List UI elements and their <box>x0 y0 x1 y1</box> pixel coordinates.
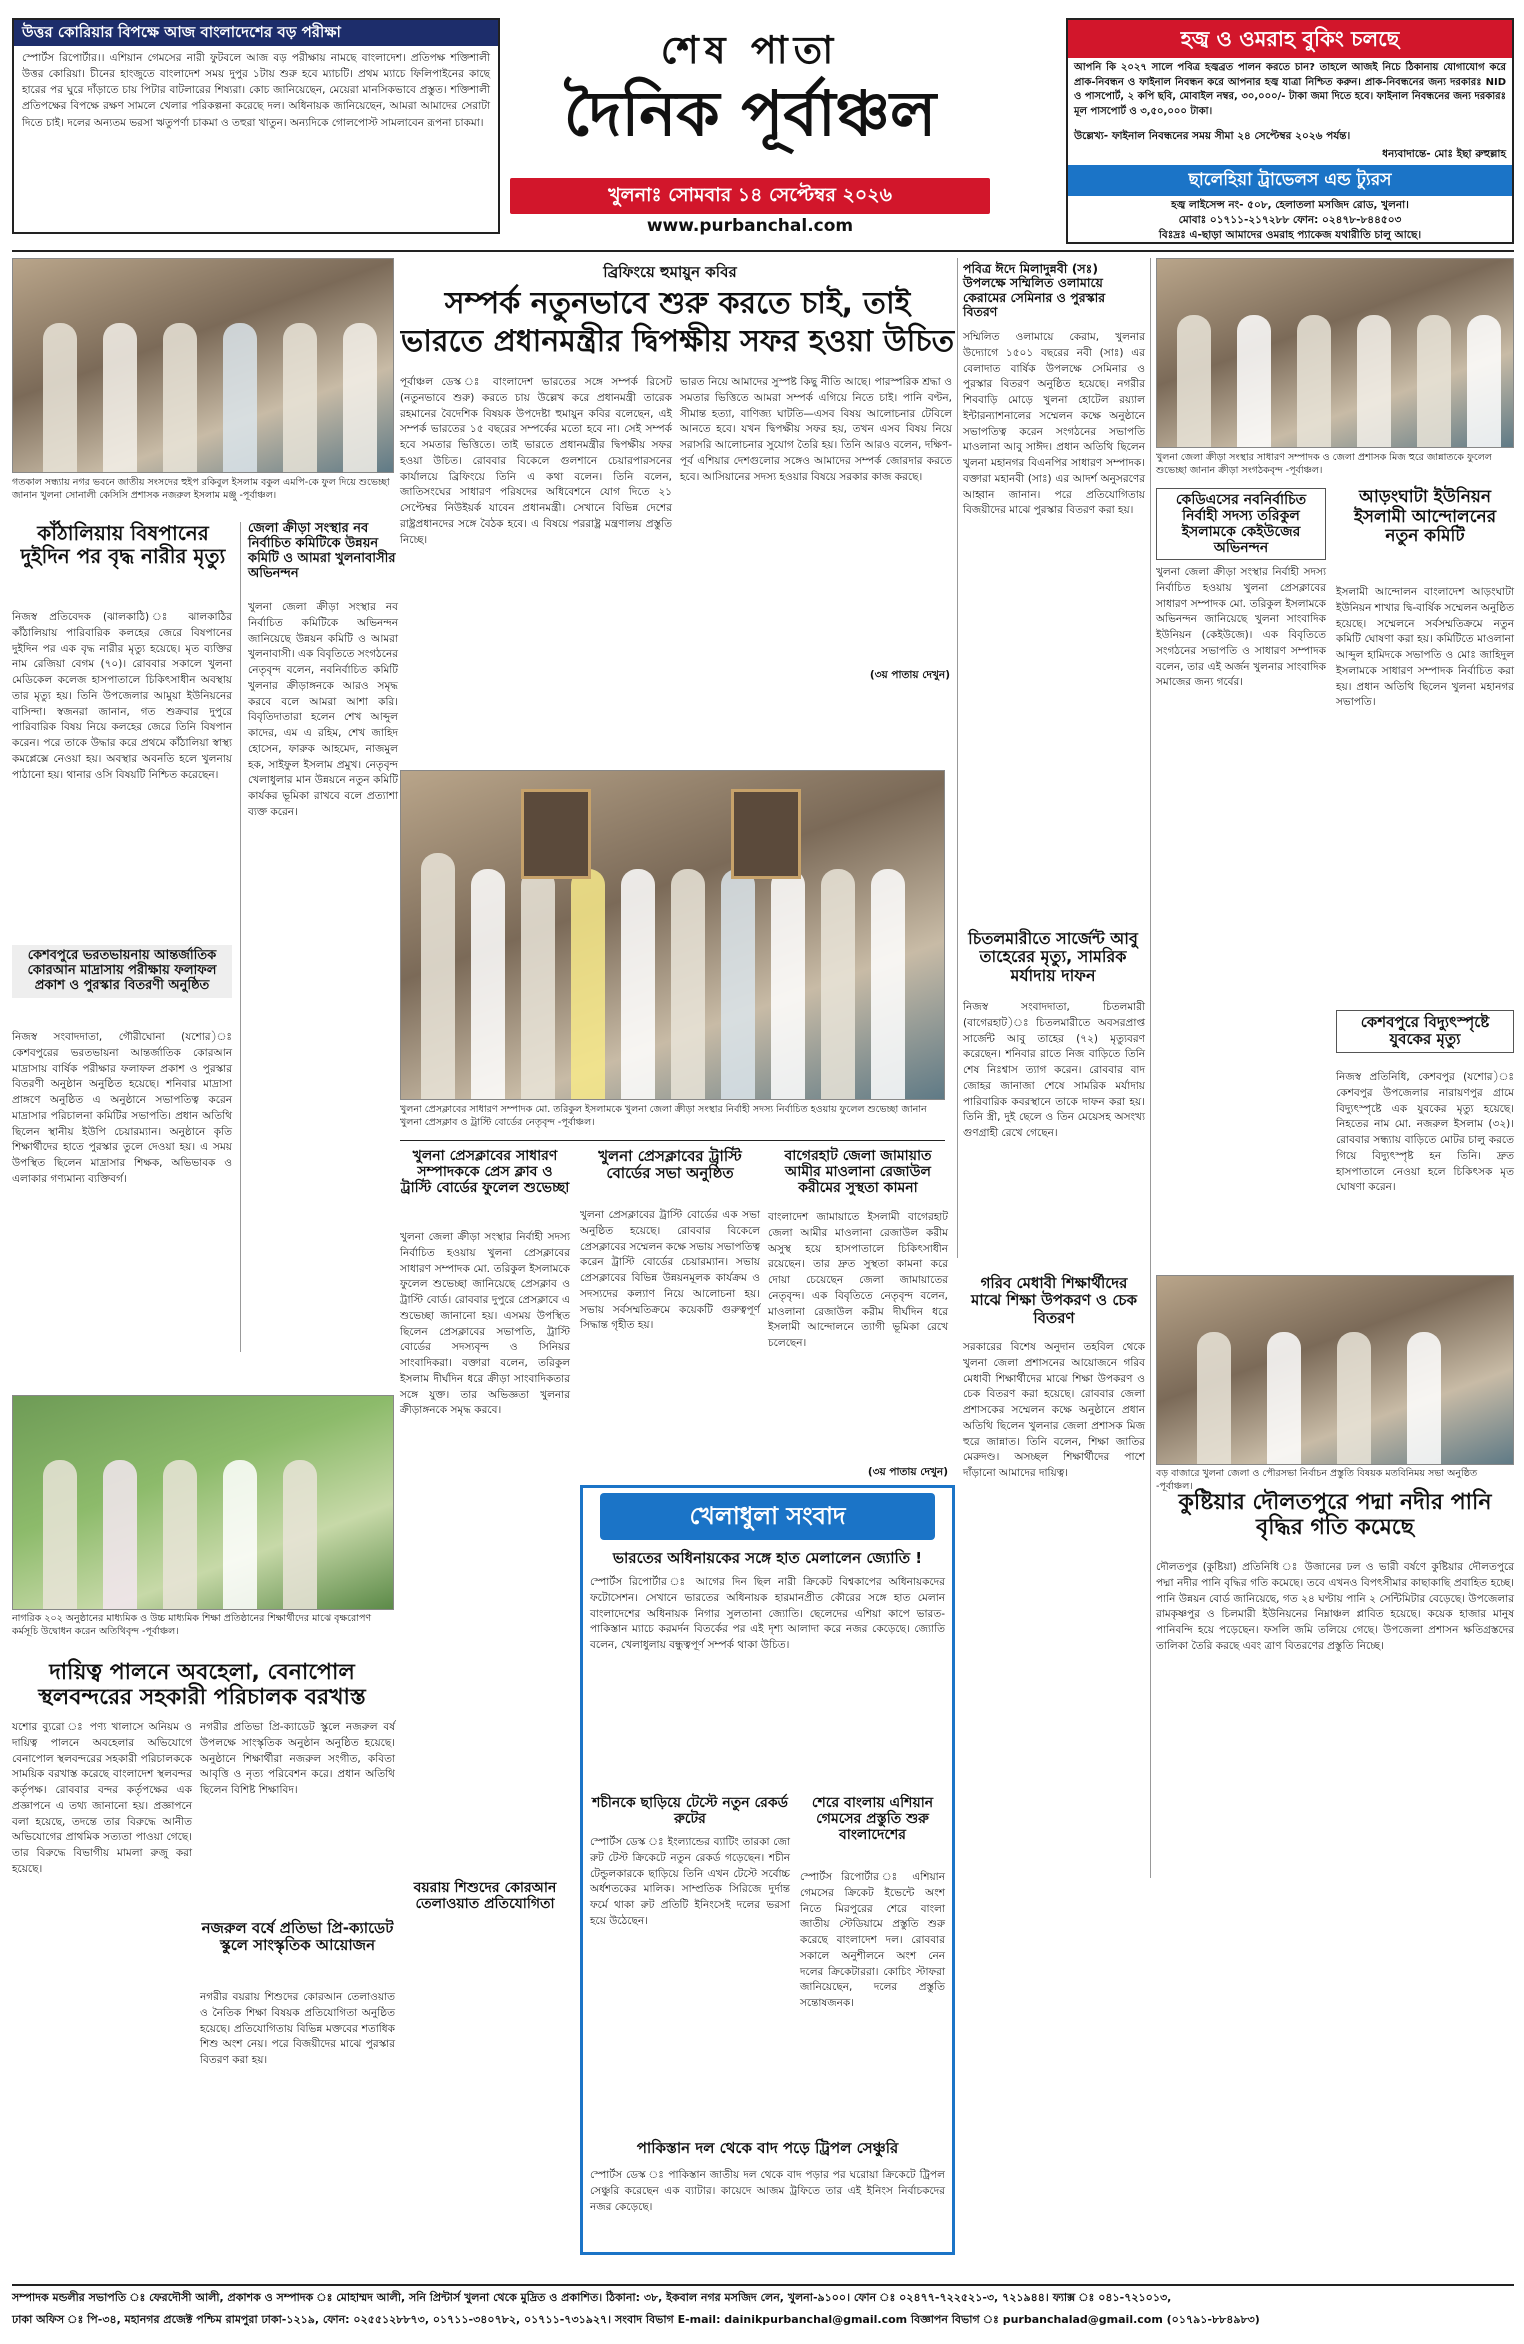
center-photo-caption: খুলনা প্রেসক্লাবের সাধারণ সম্পাদক মো. তরিকুল ইসলামকে খুলনা জেলা ক্রীড়া সংস্থার নির্বাহী সদস্য নির্বাচিত হওয়ায় ফুলেল শুভেচ্ছা জানান খুলনা প্রেসক্লাব ও ট্রাস্টি বোর্ডের নেতৃবৃন্দ -পূর্বাঞ্চল। <box>400 1104 927 1128</box>
sports-story3-body: স্পোর্টস রিপোর্টার ঃ এশিয়ান গেমসের ক্রিকেট ইভেন্টে অংশ নিতে মিরপুরের শেরে বাংলা জাতীয় স্টেডিয়ামে প্রস্তুতি শুরু করেছে বাংলাদেশ দল। রোববার সকালে অনুশীলনে অংশ নেন দলের ক্রিকেটাররা। কোচিং স্টাফরা জানিয়েছেন, দলের প্রস্তুতি সন্তোষজনক। <box>800 1871 945 2009</box>
col2-bottom-story2-headline: বয়রায় শিশুদের কোরআন তেলাওয়াত প্রতিযোগিতা <box>413 1880 557 1913</box>
far-right-story3-headline: কেশবপুরে বিদ্যুৎস্পৃষ্টে যুবকের মৃত্যু <box>1336 1010 1514 1053</box>
sports-story1-body: স্পোর্টস রিপোর্টার ঃ আগের দিন ছিল নারী ক্রিকেট বিশ্বকাপের অধিনায়কদের ফটোসেশন। সেখানে ভারতের অধিনায়ক হারমানপ্রীত কৌরের সঙ্গে হাত মেলান বাংলাদেশের অধিনায়ক নিগার সুলতানা জ্যোতি। ছেলেদের এশিয়া কাপে ভারত-পাকিস্তান ম্যাচে করমর্দন বিতর্কের পর এই দৃশ্য আলাদা করে নজর কেড়েছে। জ্যোতি বলেন, খেলাধুলায় বন্ধুত্বপূর্ণ সম্পর্ক থাকা উচিত। <box>590 1576 945 1651</box>
col2-story-body: খুলনা জেলা ক্রীড়া সংস্থার নব নির্বাচিত কমিটিকে অভিনন্দন জানিয়েছে উন্নয়ন কমিটি ও আমরা খুলনাবাসী। এক বিবৃতিতে সংগঠনের নেতৃবৃন্দ বলেন, নবনির্বাচিত কমিটি খুলনার ক্রীড়াঙ্গনকে আরও সমৃদ্ধ করবে বলে আমরা আশা করি। বিবৃতিদাতারা হলেন শেখ আব্দুল কাদের, এম এ রহিম, শেখ জাহিদ হোসেন, ফারুক আহমেদ, নাজমুল হক, সাইফুল ইসলাম প্রমুখ। নেতৃবৃন্দ খেলাধুলার মান উন্নয়নে নতুন কমিটি কার্যকর ভূমিকা রাখবে বলে প্রত্যাশা ব্যক্ত করেন। <box>248 601 398 818</box>
far-right-story2-body: ইসলামী আন্দোলন বাংলাদেশ আড়ংঘাটা ইউনিয়ন শাখার দ্বি-বার্ষিক সম্মেলন অনুষ্ঠিত হয়েছে। সম্মেলনে সর্বসম্মতিক্রমে নতুন কমিটি ঘোষণা করা হয়। কমিটিতে মাওলানা আব্দুল হামিদকে সভাপতি ও মোঃ জাহিদুল ইসলামকে সাধারণ সম্পাদক নির্বাচিত করা হয়। প্রধান অতিথি ছিলেন খুলনা মহানগর সভাপতি। <box>1336 586 1514 709</box>
sports-story1-headline: ভারতের অধিনায়কের সঙ্গে হাত মেলালেন জ্যোতি ! <box>612 1549 923 1567</box>
date-line: খুলনাঃ সোমবার ১৪ সেপ্টেম্বর ২০২৬ <box>510 178 990 214</box>
hajj-ad-agency: ছালেহিয়া ট্রাভেলস এন্ড ট্যুরস <box>1068 165 1512 196</box>
mid-right-story2-body: সরকারের বিশেষ অনুদান তহবিল থেকে খুলনা জেলা প্রশাসনের আয়োজনে গরিব মেধাবী শিক্ষার্থীদের মাঝে শিক্ষা উপকরণ ও চেক বিতরণ করা হয়েছে। রোববার জেলা প্রশাসকের সম্মেলন কক্ষে অনুষ্ঠানে প্রধান অতিথি ছিলেন খুলনার জেলা প্রশাসক মিজ হুরে জান্নাত। তিনি বলেন, শিক্ষা জাতির মেরুদণ্ড। অসচ্ছল শিক্ষার্থীদের পাশে দাঁড়ানো আমাদের দায়িত্ব। <box>963 1341 1145 1479</box>
col-divider-2 <box>957 258 958 1258</box>
col-divider-1 <box>240 522 241 1352</box>
hajj-ad-deadline: উল্লেখ্য- ফাইনাল নিবন্ধনের সময় সীমা ২৪ সেপ্টেম্বর ২০২৬ পর্যন্ত। <box>1074 130 1351 143</box>
mid-right-story1-body: নিজস্ব সংবাদদাতা, চিতলমারী (বাগেরহাট)ঃ চিতলমারীতে অবসরপ্রাপ্ত সার্জেন্ট আবু তাহের (৭২) মৃত্যুবরণ করেছেন। শনিবার রাতে নিজ বাড়িতে তিনি শেষ নিঃশ্বাস ত্যাগ করেন। রোববার বাদ জোহর জানাজা শেষে সামরিক মর্যাদায় পারিবারিক কবরস্থানে তাকে দাফন করা হয়। তিনি স্ত্রী, দুই ছেলে ও তিন মেয়েসহ অসংখ্য গুণগ্রাহী রেখে গেছেন। <box>963 1001 1145 1139</box>
bottom-left-photo-caption: নাগরিক ২০২ অনুষ্ঠানের মাধ্যমিক ও উচ্চ মাধ্যমিক শিক্ষা প্রতিষ্ঠানের শিক্ষার্থীদের মাঝে বৃক্ষরোপণ কর্মসূচি উদ্বোধন করেন অতিথিবৃন্দ -পূর্বাঞ্চল। <box>12 1613 372 1637</box>
sports-story2-headline: শচীনকে ছাড়িয়ে টেস্টে নতুন রেকর্ড রুটের <box>592 1795 788 1828</box>
sports-story4-headline: পাকিস্তান দল থেকে বাদ পড়ে ট্রিপল সেঞ্চুরি <box>636 2139 899 2157</box>
right-top-story-headline: পবিত্র ঈদে মিলাদুন্নবী (সঃ) উপলক্ষে সম্মিলিত ওলামায়ে কেরামের সেমিনার ও পুরস্কার বিতরণ <box>963 261 1106 320</box>
hajj-ad-phone: মোবাঃ ০১৭১১-২১৭২৮৮ ফোন: ০২৪৭৮-৮৪৪৫০৩ <box>1178 213 1402 226</box>
far-right-story3-body: নিজস্ব প্রতিনিধি, কেশবপুর (যশোর)ঃ কেশবপুর উপজেলার নারায়ণপুর গ্রামে বিদ্যুৎস্পৃষ্টে এক যুবকের মৃত্যু হয়েছে। নিহতের নাম মো. নজরুল ইসলাম (৩২)। রোববার সন্ধ্যায় বাড়িতে মোটর চালু করতে গিয়ে বিদ্যুৎস্পৃষ্ট হন তিনি। দ্রুত হাসপাতালে নেওয়া হলে চিকিৎসক মৃত ঘোষণা করেন। <box>1336 1071 1514 1194</box>
website: www.purbanchal.com <box>646 216 854 236</box>
sports-banner: খেলাধুলা সংবাদ <box>600 1493 935 1540</box>
bottom-right-body: দৌলতপুর (কুষ্টিয়া) প্রতিনিধি ঃ উজানের ঢল ও ভারী বর্ষণে কুষ্টিয়ার দৌলতপুরে পদ্মা নদীর পানি বৃদ্ধির গতি কমেছে। তবে এখনও বিপৎসীমার কাছাকাছি প্রবাহিত হচ্ছে। পানি উন্নয়ন বোর্ড জানিয়েছে, গত ২৪ ঘণ্টায় পানি ২ সেন্টিমিটার বেড়েছে। উপজেলার রামকৃষ্ণপুর ও চিলমারী ইউনিয়নের নিম্নাঞ্চল প্লাবিত হয়েছে। কয়েক হাজার মানুষ পানিবন্দি হয়ে পড়েছেন। ফসলি জমি তলিয়ে গেছে। উপজেলা প্রশাসন ক্ষতিগ্রস্তদের তালিকা তৈরি করছে এবং ত্রাণ বিতরণের প্রস্তুতি নিচ্ছে। <box>1156 1561 1514 1652</box>
left-story2-body: নিজস্ব সংবাদদাতা, গৌরীঘোনা (যশোর)ঃ কেশবপুরের ভরতভায়না আন্তর্জাতিক কোরআন মাদ্রাসায় বার্ষিক পরীক্ষার ফলাফল প্রকাশ ও পুরস্কার বিতরণী অনুষ্ঠান অনুষ্ঠিত হয়েছে। শনিবার মাদ্রাসা প্রাঙ্গণে অনুষ্ঠিত এ অনুষ্ঠানে সভাপতিত্ব করেন মাদ্রাসার পরিচালনা কমিটির সভাপতি। প্রধান অতিথি ছিলেন স্থানীয় ইউপি চেয়ারম্যান। অনুষ্ঠানে কৃতি শিক্ষার্থীদের হাতে পুরস্কার তুলে দেওয়া হয়। এ সময় উপস্থিত ছিলেন মাদ্রাসার শিক্ষক, অভিভাবক ও এলাকার গণ্যমান্য ব্যক্তিবর্গ। <box>12 1031 232 1185</box>
hajj-ad-note: বিঃদ্রঃ এ-ছাড়া আমাদের ওমরাহ প্যাকেজ যথারীতি চালু আছে। <box>1158 228 1422 241</box>
far-right-story2-headline: আড়ংঘাটা ইউনিয়ন ইসলামী আন্দোলনের নতুন কমিটি <box>1353 487 1497 547</box>
footer-line-1: সম্পাদক মন্ডলীর সভাপতি ঃ ফেরদৌসী আলী, প্রকাশক ও সম্পাদক ঃ মোহাম্মদ আলী, সনি প্রিন্টার্স খুলনা থেকে মুদ্রিত ও প্রকাশিত। ঠিকানা: ৩৮, ইকবাল নগর মসজিদ লেন, খুলনা-৯১০০। ফোন ঃ ০২৪৭৭-৭২২৫২১-৩, ৭২১৯৪৪। ফ্যাক্স ঃ ০৪১-৭২১০১৩, <box>12 2291 1172 2304</box>
left-top-headline: উত্তর কোরিয়ার বিপক্ষে আজ বাংলাদেশের বড় পরীক্ষা <box>14 20 498 46</box>
far-right-photo-caption: খুলনা জেলা ক্রীড়া সংস্থার সাধারণ সম্পাদক ও জেলা প্রশাসক মিজ হুরে জান্নাতকে ফুলেল শুভেচ্ছা জানান ক্রীড়া সংগঠকবৃন্দ -পূর্বাঞ্চল। <box>1156 452 1492 476</box>
center-story3-headline: বাগেরহাট জেলা জামায়াত আমীর মাওলানা রেজাউল করীমের সুস্থতা কামনা <box>784 1148 932 1197</box>
sports-story2-body: স্পোর্টস ডেস্ক ঃ ইংল্যান্ডের ব্যাটিং তারকা জো রুট টেস্ট ক্রিকেটে নতুন রেকর্ড গড়েছেন। শচীন টেন্ডুলকারকে ছাড়িয়ে তিনি এখন টেস্টে সর্বোচ্চ অর্ধশতকের মালিক। সাম্প্রতিক সিরিজে দুর্দান্ত ফর্মে থাকা রুট প্রতিটি ইনিংসেই দলের ভরসা হয়ে উঠেছেন। <box>590 1836 790 1927</box>
footer-line-2: ঢাকা অফিস ঃ পি-৩৪, মহানগর প্রজেক্ট পশ্চিম রামপুরা ঢাকা-১২১৯, ফোন: ০২৫৫১২৮৮৭৩, ০১৭১১-৩৪০৭৮২, ০১৭১১-৭৩১৯২৭। সংবাদ বিভাগ E-mail: dainikpurbanchal@gmail.com বিজ্ঞাপন বিভাগ ঃ purbanchalad@gmail.com (০১৭৯১-৮৮৪৯৮৩) <box>12 2313 1260 2326</box>
center-continued: (৩য় পাতায় দেখুন) <box>867 1466 948 1478</box>
left-top-box <box>12 18 500 234</box>
far-right-story1-body: খুলনা জেলা ক্রীড়া সংস্থার নির্বাহী সদস্য নির্বাচিত হওয়ায় খুলনা প্রেসক্লাবের সাধারণ সম্পাদক মো. তরিকুল ইসলামকে অভিনন্দন জানিয়েছে খুলনা সাংবাদিক ইউনিয়ন (কেইউজে)। এক বিবৃতিতে সংগঠনের সভাপতি ও সাধারণ সম্পাদক বলেন, তার এই অর্জন খুলনার সাংবাদিক সমাজের জন্য গর্বের। <box>1156 566 1326 689</box>
center-story1-body: খুলনা জেলা ক্রীড়া সংস্থার নির্বাহী সদস্য নির্বাচিত হওয়ায় খুলনা প্রেসক্লাবের সাধারণ সম্পাদক মো. তরিকুল ইসলামকে ফুলেল শুভেচ্ছা জানিয়েছে প্রেসক্লাব ও ট্রাস্টি বোর্ড। রোববার দুপুরে প্রেসক্লাবে এ শুভেচ্ছা জানানো হয়। এসময় উপস্থিত ছিলেন প্রেসক্লাবের সভাপতি, ট্রাস্টি বোর্ডের সদস্যবৃন্দ ও সিনিয়র সাংবাদিকরা। বক্তারা বলেন, তরিকুল ইসলাম দীর্ঘদিন ধরে ক্রীড়া সাংবাদিকতার সঙ্গে যুক্ত। তার অভিজ্ঞতা খুলনার ক্রীড়াঙ্গনকে সমৃদ্ধ করবে। <box>400 1231 570 1417</box>
top-page-label: শেষ পাতা <box>660 27 840 72</box>
left-story2-headline: কেশবপুরে ভরতভায়নায় আন্তর্জাতিক কোরআন মাদ্রাসায় পরীক্ষায় ফলাফল প্রকাশ ও পুরস্কার বিতরণী অনুষ্ঠিত <box>12 945 232 998</box>
col2-story-headline: জেলা ক্রীড়া সংস্থার নব নির্বাচিত কমিটিকে উন্নয়ন কমিটি ও আমরা খুলনাবাসীর অভিনন্দন <box>248 521 396 581</box>
hajj-ad-body: আপনি কি ২০২৭ সালে পবিত্র হজ্বব্রত পালন করতে চান? তাহলে আজই নিচে ঠিকানায় যোগাযোগ করে প্রাক-নিবন্ধন ও ফাইনাল নিবন্ধন করে আপনার হজ্ব যাত্রা নিশ্চিত করুন। প্রাক-নিবন্ধনের জন্য দরকারঃ NID ও পাসপোর্ট, ২ কপি ছবি, মোবাইল নম্বর, ৩০,০০০/- টাকা জমা দিতে হবে। ফাইনাল নিবন্ধনের জন্য দরকারঃ মূল পাসপোর্ট ও ৩,৫০,০০০ টাকা। <box>1074 62 1506 117</box>
center-group-photo <box>400 770 945 1100</box>
hajj-ad-thanks: ধন্যবাদান্তে- মোঃ ইছা রুহুল্লাহ <box>1382 147 1506 160</box>
hajj-ad-headline: হজ্ব ও ওমরাহ বুকিং চলছে <box>1068 20 1512 58</box>
right-top-story-body: সম্মিলিত ওলামায়ে কেরাম, খুলনার উদ্যোগে ১৫০১ বছরের নবী (সাঃ) এর বেলাদাত বার্ষিক উপলক্ষে সেমিনার ও পুরস্কার বিতরণ অনুষ্ঠিত হয়েছে। নগরীর শিববাড়ি মোড়ে খুলনা হোটেল রয়্যাল ইন্টারন্যাশনালের সম্মেলন কক্ষে অনুষ্ঠানে সভাপতিত্ব করেন সংগঠনের সভাপতি মাওলানা আবু সাঈদ। প্রধান অতিথি ছিলেন খুলনা মহানগর বিএনপির সাধারণ সম্পাদক। বক্তারা মহানবী (সাঃ) এর আদর্শ অনুসরণের আহ্বান জানান। পরে প্রতিযোগিতায় বিজয়ীদের মাঝে পুরস্কার বিতরণ করা হয়। <box>963 331 1145 517</box>
lead-body-left: পূর্বাঞ্চল ডেস্ক ঃ বাংলাদেশ ভারতের সঙ্গে সম্পর্ক রিসেট (নতুনভাবে শুরু) করতে চায় উল্লেখ করে প্রধানমন্ত্রী তারেক রহমানের বৈদেশিক বিষয়ক উপদেষ্টা হুমায়ুন কবির বলেছেন, এই সম্পর্ক ভারতের ১৫ বছরের সম্পর্কের মতো হবে না। সেই সম্পর্ক হবে সমতার ভিত্তিতে। তাই ভারতে প্রধানমন্ত্রীর দ্বিপক্ষীয় সফর হওয়া উচিত। রোববার বিকেলে গুলশানে চেয়ারপারসনের কার্যালয়ে ব্রিফিংয়ে তিনি এ কথা বলেন। তিনি বলেন, জাতিসংঘের সাধারণ পরিষদের অধিবেশনে যোগ দিতে ২১ সেপ্টেম্বর নিউইয়র্ক যাবেন প্রধানমন্ত্রী। সেখানে বিভিন্ন দেশের রাষ্ট্রপ্রধানদের সঙ্গে বৈঠক হবে। এ বিষয়ে পররাষ্ট্র মন্ত্রণালয় প্রস্তুতি নিচ্ছে। <box>400 376 672 546</box>
sports-story3-headline: শেরে বাংলায় এশিয়ান গেমসের প্রস্তুতি শুরু বাংলাদেশের <box>811 1795 934 1844</box>
left-top-photo-caption: গতকাল সন্ধ্যায় নগর ভবনে জাতীয় সংসদের হুইপ রকিবুল ইসলাম বকুল এমপি-কে ফুল দিয়ে শুভেচ্ছা জানান খুলনা সোনালী কেসিসি প্রশাসক নজরুল ইসলাম মঞ্জু -পূর্বাঞ্চল। <box>12 477 390 501</box>
far-right-story1-headline: কেডিএসের নবনির্বাচিত নির্বাহী সদস্য তরিকুল ইসলামকে কেইউজের অভিনন্দন <box>1156 488 1326 560</box>
top-divider <box>12 250 1514 252</box>
col-divider-3 <box>1150 258 1151 1878</box>
center-story1-headline: খুলনা প্রেসক্লাবের সাধারণ সম্পাদককে প্রেস ক্লাব ও ট্রাস্টি বোর্ডের ফুলেল শুভেচ্ছা <box>400 1148 570 1197</box>
left-top-photo <box>12 258 394 473</box>
lead-headline: সম্পর্ক নতুনভাবে শুরু করতে চাই, তাই ভারতে প্রধানমন্ত্রীর দ্বিপক্ষীয় সফর হওয়া উচিত <box>400 286 955 359</box>
far-right-photo-2 <box>1156 1275 1514 1465</box>
bottom-left-body: যশোর ব্যুরো ঃ পণ্য খালাসে অনিয়ম ও দায়িত্ব পালনে অবহেলার অভিযোগে বেনাপোল স্থলবন্দরের সহকারী পরিচালককে সাময়িক বরখাস্ত করেছে বাংলাদেশ স্থলবন্দর কর্তৃপক্ষ। রোববার বন্দর কর্তৃপক্ষের এক প্রজ্ঞাপনে এ তথ্য জানানো হয়। প্রজ্ঞাপনে বলা হয়েছে, তদন্তে তার বিরুদ্ধে আনীত অভিযোগের প্রাথমিক সত্যতা পাওয়া গেছে। তার বিরুদ্ধে বিভাগীয় মামলা রুজু করা হয়েছে। <box>12 1721 192 1875</box>
mid-right-story2-headline: গরিব মেধাবী শিক্ষার্থীদের মাঝে শিক্ষা উপকরণ ও চেক বিতরণ <box>970 1274 1137 1327</box>
lead-body-right: ভারত নিয়ে আমাদের সুস্পষ্ট কিছু নীতি আছে। পারস্পরিক শ্রদ্ধা ও সমতার ভিত্তিতে আমরা সম্পর্ক এগিয়ে নিতে চাই। পানি বণ্টন, সীমান্ত হত্যা, বাণিজ্য ঘাটতি—এসব বিষয় আলোচনার টেবিলে আনতে হবে। যখন দ্বিপক্ষীয় সফর হয়, তখন এসব বিষয় নিয়ে সরাসরি আলোচনার সুযোগ তৈরি হয়। তিনি আরও বলেন, দক্ষিণ-পূর্ব এশিয়ার দেশগুলোর সঙ্গেও আমাদের সম্পর্ক জোরদার করতে হবে। আসিয়ানের সদস্য হওয়ার বিষয়ে সরকার কাজ করছে। <box>680 376 952 483</box>
mid-right-story1-headline: চিতলমারীতে সার্জেন্ট আবু তাহেরের মৃত্যু, সামরিক মর্যাদায় দাফন <box>968 929 1138 985</box>
bottom-left-headline: দায়িত্ব পালনে অবহেলা, বেনাপোল স্থলবন্দরের সহকারী পরিচালক বরখাস্ত <box>38 1660 366 1711</box>
far-right-photo2-caption: বড় বাজারে খুলনা জেলা ও পৌরসভা নির্বাচন প্রস্তুতি বিষয়ক মতবিনিময় সভা অনুষ্ঠিত -পূর্বাঞ্চল। <box>1156 1468 1478 1492</box>
sports-story4-body: স্পোর্টস ডেস্ক ঃ পাকিস্তান জাতীয় দল থেকে বাদ পড়ার পর ঘরোয়া ক্রিকেটে ট্রিপল সেঞ্চুরি করেছেন এক ব্যাটার। কায়েদে আজম ট্রফিতে তার এই ইনিংস নির্বাচকদের নজর কেড়েছে। <box>590 2169 945 2213</box>
bottom-left-photo <box>12 1395 394 1610</box>
left-story1-headline: কাঁঠালিয়ায় বিষপানের দুইদিন পর বৃদ্ধ নারীর মৃত্যু <box>20 521 226 568</box>
lead-kicker: ব্রিফিংয়ে হুমায়ুন কবির <box>603 263 737 281</box>
center-story3-body: বাংলাদেশ জামায়াতে ইসলামী বাগেরহাট জেলা আমীর মাওলানা রেজাউল করীম অসুস্থ হয়ে হাসপাতালে চিকিৎসাধীন রয়েছেন। তার দ্রুত সুস্থতা কামনা করে দোয়া চেয়েছেন জেলা জামায়াতের নেতৃবৃন্দ। এক বিবৃতিতে নেতৃবৃন্দ বলেন, মাওলানা রেজাউল করীম দীর্ঘদিন ধরে ইসলামী আন্দোলনে ত্যাগী ভূমিকা রেখে চলেছেন। <box>768 1211 948 1349</box>
bottom-right-headline: কুষ্টিয়ার দৌলতপুরে পদ্মা নদীর পানি বৃদ্ধির গতি কমেছে <box>1178 1490 1492 1541</box>
col2-bottom-story2-body: নগরীর বয়রায় শিশুদের কোরআন তেলাওয়াত ও নৈতিক শিক্ষা বিষয়ক প্রতিযোগিতা অনুষ্ঠিত হয়েছে। প্রতিযোগিতায় বিভিন্ন মক্তবের শতাধিক শিশু অংশ নেয়। পরে বিজয়ীদের মাঝে পুরস্কার বিতরণ করা হয়। <box>200 1991 395 2066</box>
lead-continued: (৩য় পাতায় দেখুন) <box>869 669 950 681</box>
col2-bottom-story1-headline: নজরুল বর্ষে প্রতিভা প্রি-ক্যাডেট স্কুলে সাংস্কৃতিক আয়োজন <box>201 1919 394 1955</box>
footer-rule <box>12 2284 1514 2286</box>
left-top-body: স্পোর্টস রিপোর্টার।। এশিয়ান গেমসের নারী ফুটবলে আজ বড় পরীক্ষায় নামছে বাংলাদেশ। প্রতিপক্ষ শক্তিশালী উত্তর কোরিয়া। চীনের হাংজুতে বাংলাদেশ সময় দুপুর ১টায় শুরু হবে ম্যাচটি। প্রথম ম্যাচে ফিলিপাইনের কাছে হারের পর ঘুরে দাঁড়াতে চায় পিটার বাটলারের শিষ্যরা। কোচ জানিয়েছেন, মেয়েরা মানসিকভাবে প্রস্তুত। শক্তিশালী প্রতিপক্ষের বিপক্ষে রক্ষণ সামলে খেলার পরিকল্পনা করেছে দল। অধিনায়ক জানিয়েছেন, আমরা আমাদের সেরাটা দিতে চাই। দলের অন্যতম ভরসা ঋতুপর্ণা চাকমা ও তহুরা খাতুন। অন্যদিকে গোলপোস্ট সামলাবেন রূপনা চাকমা। <box>22 51 490 129</box>
hajj-ad <box>1066 18 1514 244</box>
center-mid-rule <box>400 1140 945 1141</box>
center-story2-headline: খুলনা প্রেসক্লাবের ট্রাস্টি বোর্ডের সভা অনুষ্ঠিত <box>598 1147 742 1183</box>
far-right-photo <box>1156 258 1514 448</box>
left-story1-body: নিজস্ব প্রতিবেদক (ঝালকাঠি) ঃ ঝালকাঠির কাঁঠালিয়ায় পারিবারিক কলহের জেরে বিষপানের দুইদিন পর এক বৃদ্ধ নারীর মৃত্যু হয়েছে। মৃত ব্যক্তির নাম রেজিয়া বেগম (৭০)। রোববার সকালে খুলনা মেডিকেল কলেজ হাসপাতালে চিকিৎসাধীন অবস্থায় তার মৃত্যু হয়। তিনি উপজেলার আমুয়া ইউনিয়নের বাসিন্দা। স্বজনরা জানান, গত শুক্রবার দুপুরে পারিবারিক বিষয় নিয়ে কলহের জেরে তিনি বিষপান করেন। পরে তাকে উদ্ধার করে প্রথমে কাঁঠালিয়া স্বাস্থ্য কমপ্লেক্সে নেওয়া হয়। অবস্থার অবনতি হলে খুলনায় পাঠানো হয়। থানার ওসি বিষয়টি নিশ্চিত করেছেন। <box>12 611 232 781</box>
col2-bottom-story1-body: নগরীর প্রতিভা প্রি-ক্যাডেট স্কুলে নজরুল বর্ষ উপলক্ষে সাংস্কৃতিক অনুষ্ঠান অনুষ্ঠিত হয়েছে। অনুষ্ঠানে শিক্ষার্থীরা নজরুল সংগীত, কবিতা আবৃত্তি ও নৃত্য পরিবেশন করে। প্রধান অতিথি ছিলেন বিশিষ্ট শিক্ষাবিদ। <box>200 1721 395 1796</box>
center-story2-body: খুলনা প্রেসক্লাবের ট্রাস্টি বোর্ডের এক সভা অনুষ্ঠিত হয়েছে। রোববার বিকেলে প্রেসক্লাবের সম্মেলন কক্ষে সভায় সভাপতিত্ব করেন ট্রাস্টি বোর্ডের চেয়ারম্যান। সভায় প্রেসক্লাবের বিভিন্ন উন্নয়নমূলক কার্যক্রম ও সদস্যদের কল্যাণ নিয়ে আলোচনা হয়। সভায় সর্বসম্মতিক্রমে কয়েকটি গুরুত্বপূর্ণ সিদ্ধান্ত গৃহীত হয়। <box>580 1209 760 1332</box>
newspaper-name: দৈনিক পূর্বাঞ্চল <box>563 77 937 150</box>
hajj-ad-license: হজ্ব লাইসেন্স নং- ৫০৮, হেলাতলা মসজিদ রোড, খুলনা। <box>1171 198 1409 211</box>
